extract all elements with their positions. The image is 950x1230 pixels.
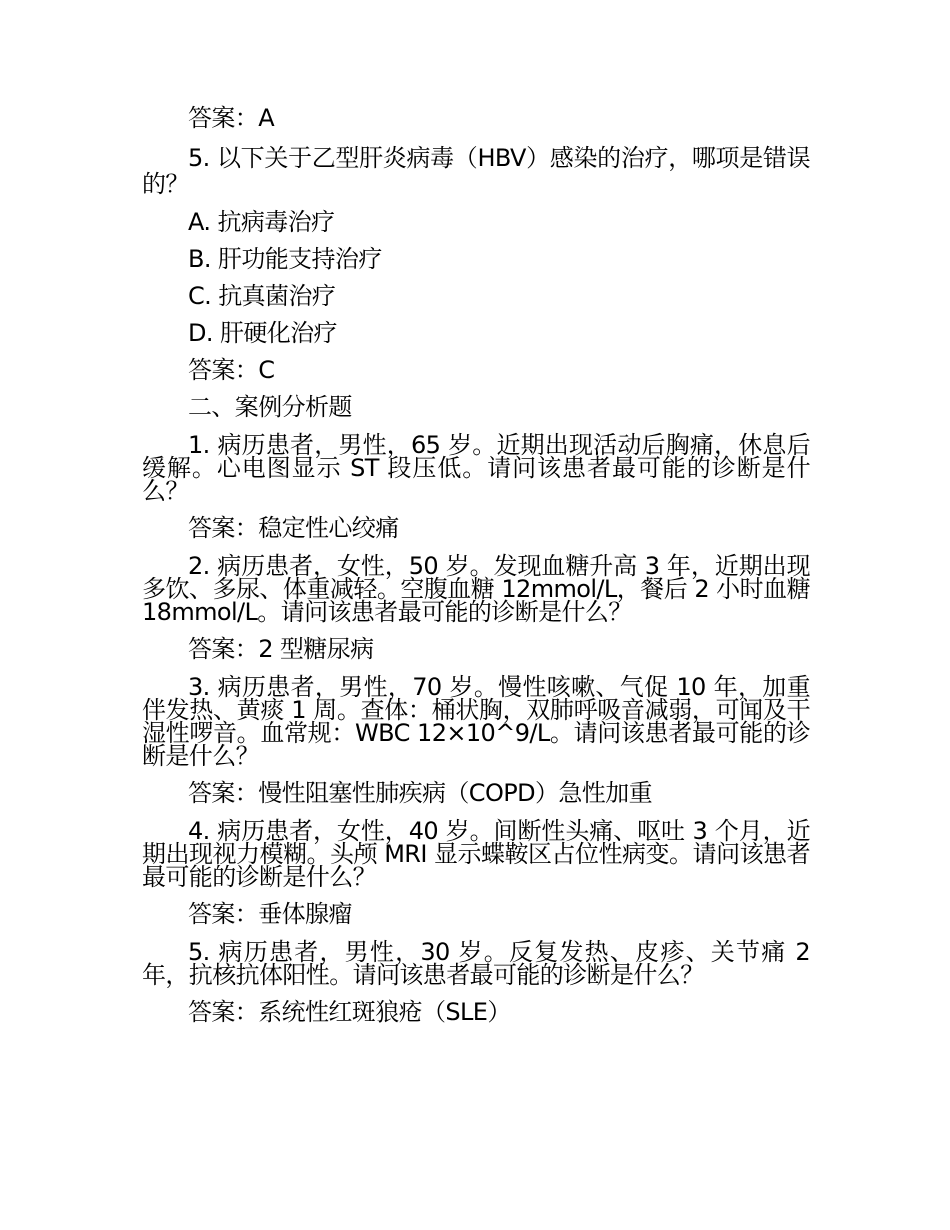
answer-line: 答案：慢性阻塞性肺疾病（COPD）急性加重: [188, 779, 653, 807]
document-body: [142, 100, 810, 1031]
answer-line: 答案：稳定性心绞痛: [188, 514, 399, 542]
option-a: A. 抗病毒治疗: [188, 208, 335, 236]
case-question-1: 1. 病历患者，男性，65 岁。近期出现活动后胸痛，休息后缓解。心电图显示 ST 段压低。请问该患者最可能的诊断是什么？: [142, 431, 810, 505]
option-d: D. 肝硬化治疗: [188, 319, 337, 347]
option-b: B. 肝功能支持治疗: [188, 245, 382, 273]
case-question-4: 4. 病历患者，女性，40 岁。间断性头痛、呕吐 3 个月，近期出现视力模糊。头颅 MRI 显示蝶鞍区占位性病变。请问该患者最可能的诊断是什么？: [142, 817, 810, 891]
question-5: 5. 以下关于乙型肝炎病毒（HBV）感染的治疗，哪项是错误的？: [142, 144, 810, 198]
case-question-2: 2. 病历患者，女性，50 岁。发现血糖升高 3 年，近期出现多饮、多尿、体重减轻。空腹血糖 12mmol/L，餐后 2 小时血糖 18mmol/L。请问该患者最可能的诊断是什么？: [142, 552, 810, 626]
answer-line: 答案：垂体腺瘤: [188, 900, 352, 928]
section-heading: 二、案例分析题: [188, 393, 352, 421]
case-question-5: 5. 病历患者，男性，30 岁。反复发热、皮疹、关节痛 2 年，抗核抗体阳性。请问该患者最可能的诊断是什么？: [142, 938, 810, 989]
case-question-3: 3. 病历患者，男性，70 岁。慢性咳嗽、气促 10 年，加重伴发热、黄痰 1 周。查体：桶状胸，双肺呼吸音减弱，可闻及干湿性啰音。血常规：WBC 12×10^9/L。请问该患者最可能的诊断是什么？: [142, 673, 810, 770]
answer-line: 答案：A: [188, 104, 275, 132]
answer-line: 答案：C: [188, 356, 275, 384]
answer-line: 答案：2 型糖尿病: [188, 635, 374, 663]
answer-line: 答案：系统性红斑狼疮（SLE）: [188, 998, 511, 1026]
option-c: C. 抗真菌治疗: [188, 282, 336, 310]
